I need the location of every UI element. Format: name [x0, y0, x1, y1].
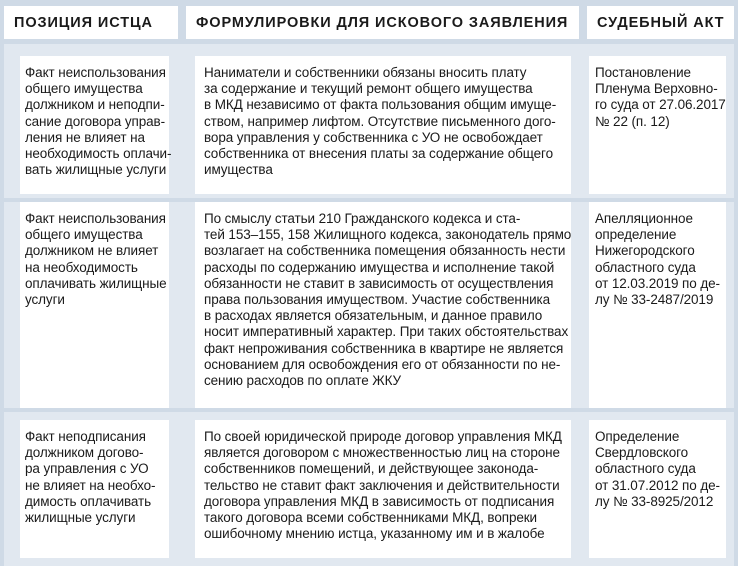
- table-row-2-wording: По смыслу статьи 210 Гражданского кодекса и ста- тей 153–155, 158 Жилищного кодекса, законодатель прямо возлагает на собственника помещения обязанность нести расходы по содержанию имущества и исполнение такой обязанности не ставит в зависимость от осуществления права пользования имуществом. Участие собственника в расходах является обязательным, и данное правило носит императивный характер. При таких обстоятельствах факт непроживания собственника в квартире не является основанием для освобождения его от обязанности по не- сению расходов по оплате ЖКУ: [195, 202, 571, 408]
- table-row-3-court-act: Определение Свердловского областного суда от 31.07.2012 по де- лу № 33-8925/2012: [589, 420, 726, 558]
- column-header-wording: ФОРМУЛИРОВКИ ДЛЯ ИСКОВОГО ЗАЯВЛЕНИЯ: [186, 6, 579, 39]
- table-row-1-wording: Наниматели и собственники обязаны вносить плату за содержание и текущий ремонт общего имущества в МКД независимо от факта пользования общим имуще- ством, например лифтом. Отсутствие письменного дого- вора управления у собственника с УО не освобождает собственника от внесения платы за содержание общего имущества: [195, 56, 571, 194]
- column-header-court-act: СУДЕБНЫЙ АКТ: [587, 6, 734, 39]
- table-row-1-court-act: Постановление Пленума Верховно- го суда от 27.06.2017 № 22 (п. 12): [589, 56, 726, 194]
- table-row-2-position: Факт неиспользования общего имущества должником не влияет на необходимость оплачивать жилищные услуги: [20, 202, 169, 408]
- table-row-1-position: Факт неиспользования общего имущества должником и неподпи- сание договора управ- ления не влияет на необходимость оплачи- вать жилищные услуги: [20, 56, 169, 194]
- table-row-2-court-act: Апелляционное определение Нижегородского областного суда от 12.03.2019 по де- лу № 33-2487/2019: [589, 202, 726, 408]
- table-row-3-position: Факт неподписания должником догово- ра управления с УО не влияет на необхо- димость оплачивать жилищные услуги: [20, 420, 169, 558]
- column-header-position: ПОЗИЦИЯ ИСТЦА: [4, 6, 178, 39]
- table-row-3-wording: По своей юридической природе договор управления МКД является договором с множественностью лиц на стороне собственников помещений, и действующее законода- тельство не ставит факт заключения и действительности договора управления МКД в зависимость от подписания такого договора всеми собственниками МКД, вопреки ошибочному мнению истца, указанному им и в жалобе: [195, 420, 571, 558]
